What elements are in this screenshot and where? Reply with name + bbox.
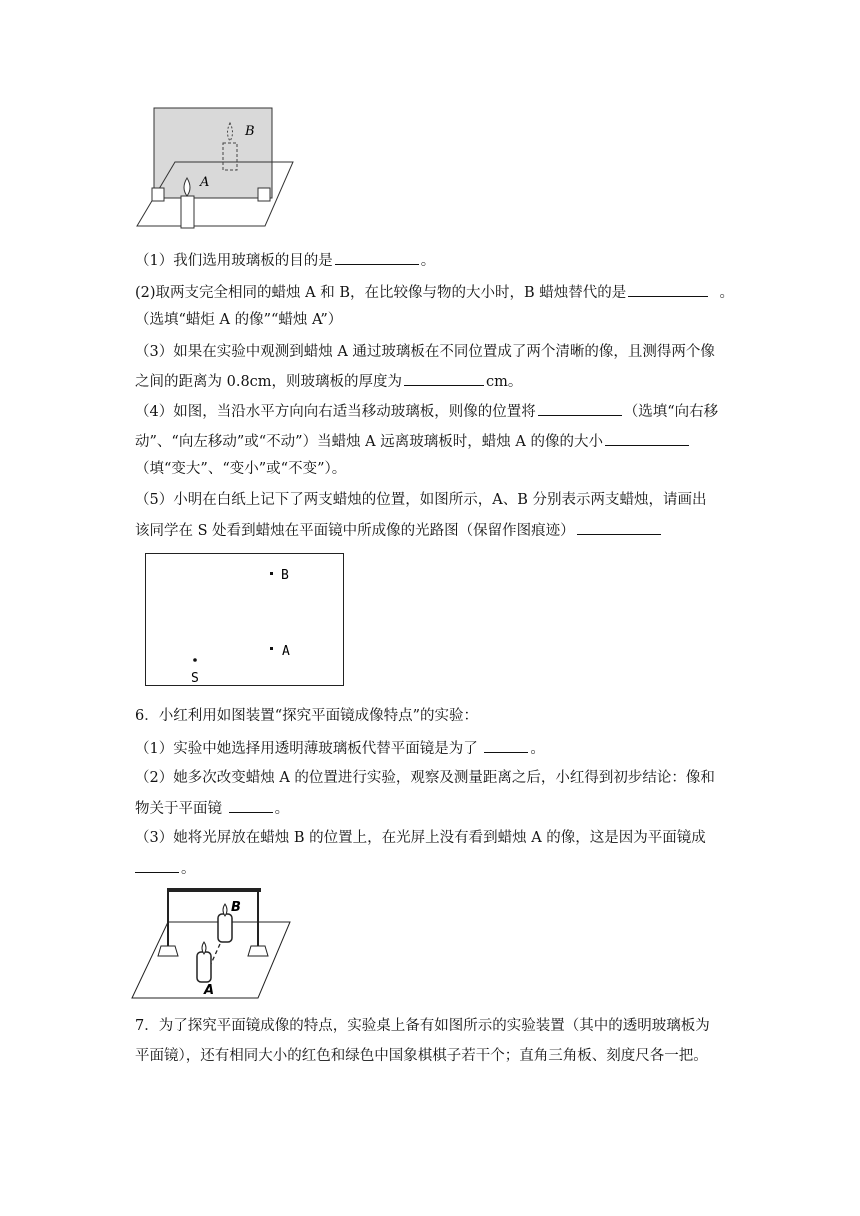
answer-blank[interactable]	[577, 520, 661, 535]
q5-part3-line2: 之间的距离为 0.8cm，则玻璃板的厚度为 cm。	[135, 371, 522, 392]
figure-candle-positions	[144, 552, 348, 688]
q5-part4-line3: （填“变大”、“变小”或“不变”）。	[135, 461, 347, 477]
q6-part2-line1: （2）她多次改变蜡烛 A 的位置进行实验，观察及测量距离之后，小红得到初步结论：像和	[135, 770, 715, 786]
q5-part2-line1: (2)取两支完全相同的蜡烛 A 和 B，在比较像与物的大小时，B 蜡烛替代的是 。	[135, 282, 734, 303]
q6-part3-line1: （3）她将光屏放在蜡烛 B 的位置上，在光屏上没有看到蜡烛 A 的像，这是因为平面镜成	[135, 830, 706, 846]
q5-part2-line2: （选填“蜡炬 A 的像”“蜡烛 A”）	[135, 312, 343, 328]
q5-part1: （1）我们选用玻璃板的目的是 。	[135, 250, 435, 271]
q5-part4-line1: （4）如图，当沿水平方向向右适当移动玻璃板，则像的位置将 （选填“向右移	[135, 401, 718, 422]
label-b: B	[245, 124, 255, 139]
q5-part4-line2: 动”、“向左移动”或“不动”）当蜡烛 A 远离玻璃板时，蜡烛 A 的像的大小	[135, 431, 691, 452]
answer-blank[interactable]	[335, 250, 419, 265]
answer-blank[interactable]	[404, 371, 484, 386]
q6-part3-line2: 。	[135, 858, 196, 879]
point-s	[193, 658, 197, 662]
q6-title: 6．小红利用如图装置“探究平面镜成像特点”的实验：	[135, 708, 479, 724]
label-b: B	[231, 900, 241, 915]
answer-blank[interactable]	[135, 858, 179, 873]
answer-blank[interactable]	[628, 282, 708, 297]
label-a: A	[200, 175, 210, 190]
point-b	[270, 572, 273, 575]
figure-candle-frame	[130, 884, 296, 1000]
q5-part3-line1: （3）如果在实验中观测到蜡烛 A 通过玻璃板在不同位置成了两个清晰的像，且测得两个像	[135, 344, 715, 360]
answer-blank[interactable]	[229, 798, 273, 813]
q7-line2: 平面镜），还有相同大小的红色和绿色中国象棋棋子若干个；直角三角板、刻度尺各一把。	[135, 1048, 708, 1064]
point-a	[270, 647, 273, 650]
figure-glass-plate-candles	[135, 100, 305, 235]
q6-part1: （1）实验中她选择用透明薄玻璃板代替平面镜是为了 。	[135, 738, 545, 759]
q6-part2-line2: 物关于平面镜 。	[135, 798, 289, 819]
q5-part5-line1: （5）小明在白纸上记下了两支蜡烛的位置，如图所示，A、B 分别表示两支蜡烛，请画出	[135, 492, 707, 508]
label-a: A	[204, 983, 215, 998]
label-a: A	[282, 644, 290, 659]
label-s: S	[191, 671, 199, 686]
q7-line1: 7．为了探究平面镜成像的特点，实验桌上备有如图所示的实验装置（其中的透明玻璃板为	[135, 1018, 710, 1034]
answer-blank[interactable]	[605, 431, 689, 446]
label-b: B	[281, 568, 289, 583]
answer-blank[interactable]	[538, 401, 622, 416]
q5-part5-line2: 该同学在 S 处看到蜡烛在平面镜中所成像的光路图（保留作图痕迹）	[135, 520, 663, 541]
answer-blank[interactable]	[484, 738, 528, 753]
